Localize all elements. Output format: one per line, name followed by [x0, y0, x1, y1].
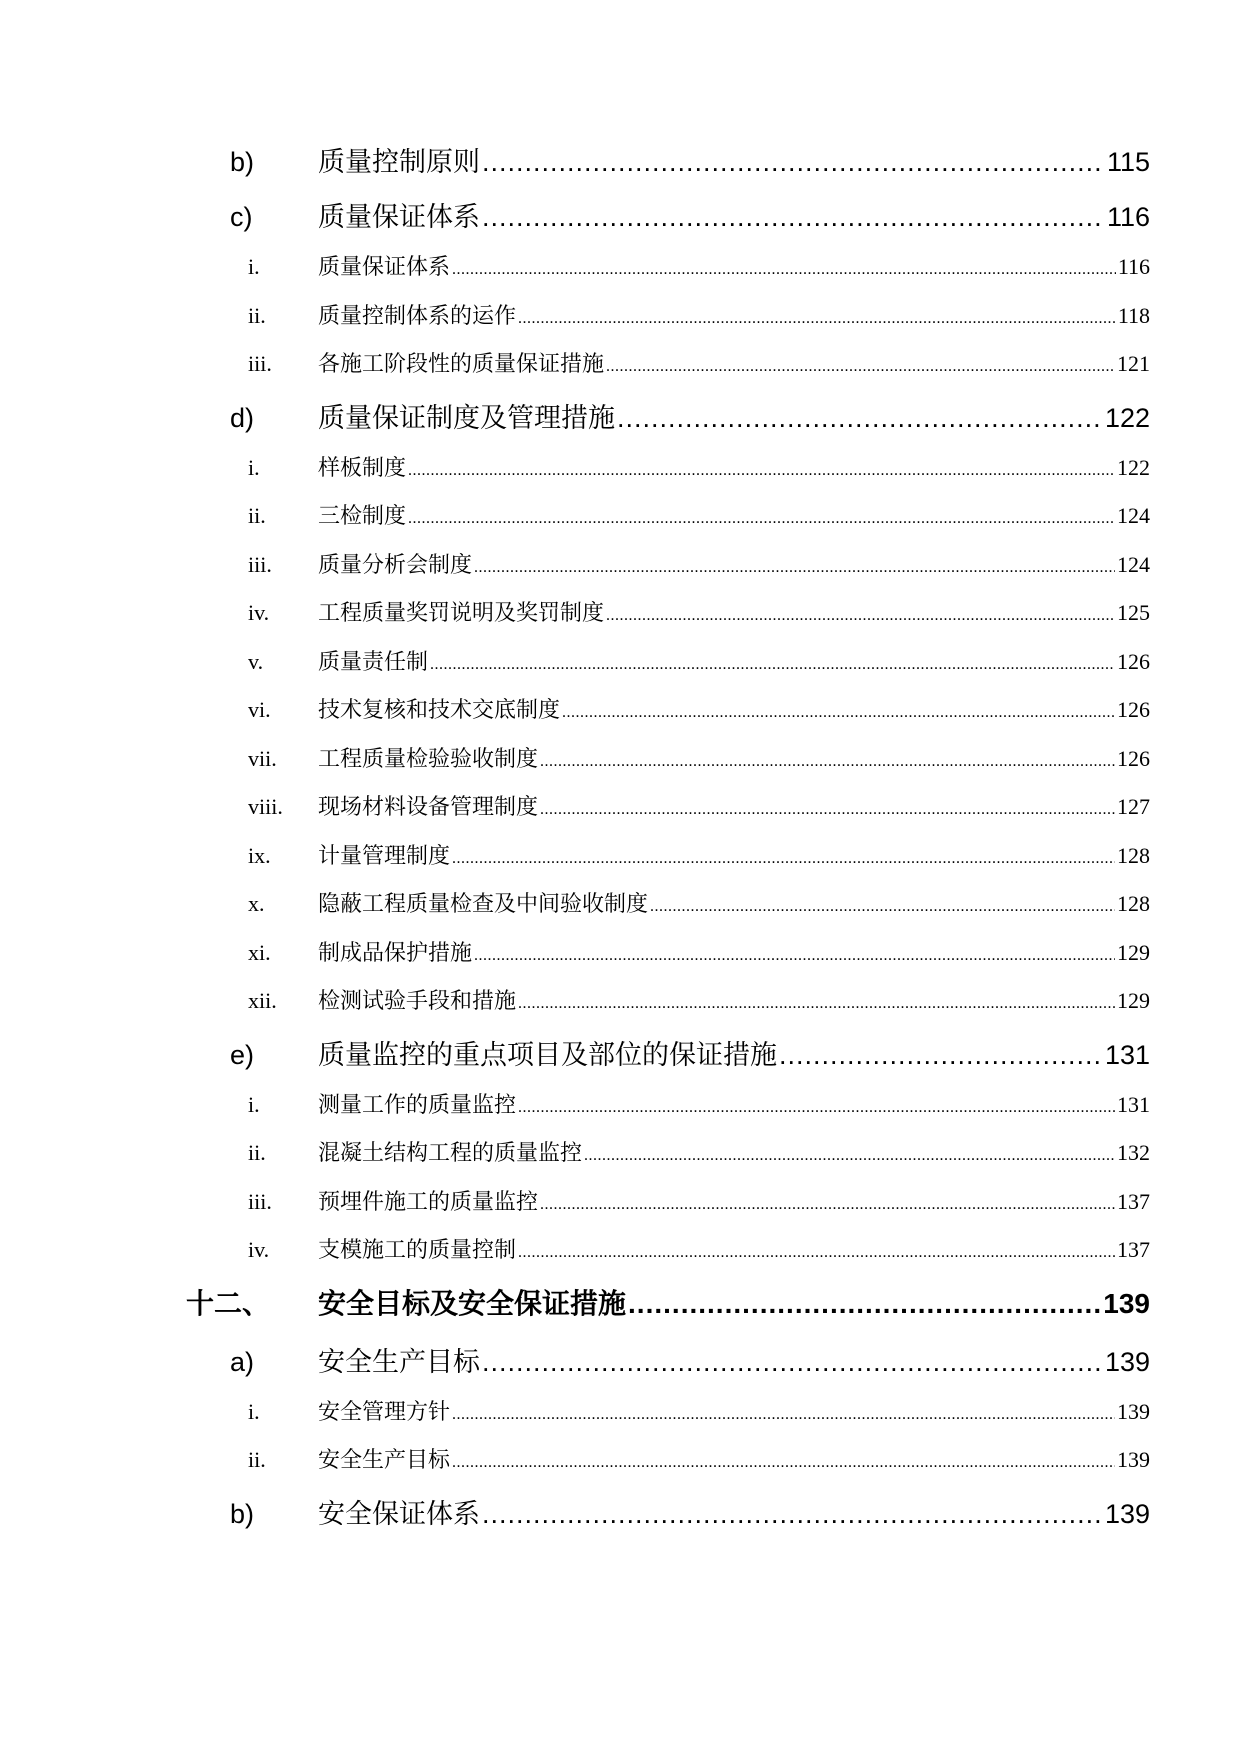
dot-leader — [452, 850, 1115, 868]
toc-entry-page: 139 — [1103, 1287, 1150, 1319]
dot-leader — [617, 403, 1103, 434]
toc-entry-page: 125 — [1117, 600, 1150, 625]
toc-entry[interactable] — [0, 499, 1241, 548]
dot-leader — [628, 1288, 1101, 1320]
dot-leader — [430, 656, 1115, 674]
toc-entry[interactable] — [0, 645, 1241, 694]
toc-entry-title: 质量控制原则 — [318, 147, 480, 177]
toc-entry-title: 预埋件施工的质量监控 — [318, 1188, 539, 1214]
toc-entry-page: 131 — [1104, 1039, 1150, 1070]
toc-entry-page: 137 — [1117, 1237, 1150, 1262]
toc-entry-number: vi. — [248, 697, 271, 722]
dot-leader — [482, 1499, 1103, 1530]
dot-leader — [540, 1196, 1115, 1214]
toc-entry[interactable] — [0, 1492, 1241, 1547]
toc-entry-number: vii. — [248, 745, 277, 771]
toc-entry-title: 安全生产目标 — [318, 1447, 451, 1472]
toc-entry[interactable] — [0, 984, 1241, 1033]
toc-entry-number: ii. — [248, 1140, 266, 1165]
toc-entry-page: 126 — [1117, 648, 1150, 674]
table-of-contents — [0, 140, 1241, 1547]
toc-entry-page: 139 — [1104, 1498, 1150, 1529]
toc-entry-number: iv. — [248, 1237, 270, 1262]
dot-leader — [408, 462, 1115, 480]
toc-entry-number: iii. — [248, 351, 272, 376]
toc-entry-title: 安全保证体系 — [318, 1498, 480, 1529]
dot-leader — [606, 607, 1115, 625]
toc-entry-page: 121 — [1117, 351, 1150, 376]
dot-leader — [408, 510, 1115, 528]
toc-entry-number: d) — [230, 402, 255, 433]
toc-entry-number: x. — [248, 891, 265, 916]
toc-entry-title: 质量控制体系的运作 — [318, 302, 517, 328]
toc-entry-number: xii. — [248, 988, 277, 1013]
toc-entry-title: 质量保证体系 — [318, 202, 480, 232]
toc-entry-title: 安全管理方针 — [318, 1398, 451, 1424]
toc-entry-title: 安全目标及安全保证措施 — [318, 1287, 627, 1319]
toc-entry-number: i. — [248, 254, 260, 279]
toc-entry-number: e) — [230, 1039, 255, 1070]
toc-entry-title: 质量保证体系 — [318, 254, 451, 279]
toc-entry-number: iv. — [248, 600, 270, 625]
toc-entry-page: 115 — [1106, 147, 1150, 177]
toc-entry-title: 安全生产目标 — [318, 1346, 480, 1377]
dot-leader — [482, 1347, 1103, 1378]
toc-entry-title: 混凝土结构工程的质量监控 — [318, 1140, 583, 1165]
toc-entry-page: 128 — [1117, 842, 1150, 868]
toc-entry-title: 质量责任制 — [318, 648, 429, 674]
toc-entry-page: 127 — [1117, 794, 1150, 819]
toc-entry-page: 132 — [1117, 1140, 1150, 1165]
dot-leader — [606, 358, 1115, 376]
toc-entry-number: iii. — [248, 1188, 272, 1214]
toc-entry[interactable] — [0, 596, 1241, 645]
toc-entry-title: 样板制度 — [318, 454, 407, 480]
toc-entry[interactable] — [0, 1443, 1241, 1492]
toc-entry-page: 126 — [1117, 697, 1150, 722]
dot-leader — [540, 753, 1115, 771]
toc-entry[interactable] — [0, 250, 1241, 299]
toc-entry[interactable] — [0, 140, 1241, 195]
toc-entry[interactable] — [0, 1136, 1241, 1185]
toc-entry-title: 隐蔽工程质量检查及中间验收制度 — [318, 891, 649, 916]
dot-leader — [779, 1040, 1103, 1071]
toc-entry-page: 139 — [1117, 1447, 1150, 1472]
dot-leader — [584, 1147, 1115, 1165]
toc-entry[interactable] — [0, 1340, 1241, 1395]
toc-entry-number: 十二、 — [186, 1287, 271, 1319]
toc-entry-title: 现场材料设备管理制度 — [318, 794, 539, 819]
toc-entry[interactable] — [0, 1033, 1241, 1088]
toc-entry[interactable] — [0, 1233, 1241, 1282]
toc-entry[interactable] — [0, 299, 1241, 348]
toc-entry-page: 116 — [1106, 202, 1150, 232]
toc-entry-title: 技术复核和技术交底制度 — [318, 697, 561, 722]
toc-entry-title: 三检制度 — [318, 503, 407, 528]
toc-entry-page: 126 — [1117, 745, 1150, 771]
toc-entry[interactable] — [0, 548, 1241, 597]
toc-entry[interactable] — [0, 451, 1241, 500]
toc-entry[interactable] — [0, 347, 1241, 396]
toc-entry-number: i. — [248, 1091, 260, 1117]
toc-entry-number: viii. — [248, 794, 283, 819]
toc-entry[interactable] — [0, 1282, 1241, 1340]
toc-entry-page: 128 — [1117, 891, 1150, 916]
toc-entry[interactable] — [0, 887, 1241, 936]
dot-leader — [518, 1099, 1115, 1117]
toc-entry-page: 122 — [1117, 454, 1150, 480]
toc-entry[interactable] — [0, 1088, 1241, 1137]
toc-entry-page: 139 — [1104, 1346, 1150, 1377]
dot-leader — [452, 261, 1116, 279]
toc-entry[interactable] — [0, 742, 1241, 791]
toc-entry-page: 124 — [1117, 503, 1150, 528]
toc-entry-number: ii. — [248, 503, 266, 528]
dot-leader — [474, 947, 1115, 965]
toc-entry[interactable] — [0, 790, 1241, 839]
dot-leader — [482, 147, 1105, 178]
toc-entry-title: 工程质量检验验收制度 — [318, 745, 539, 771]
toc-entry-page: 139 — [1117, 1398, 1150, 1424]
toc-entry-number: c) — [230, 202, 253, 232]
toc-entry-page: 116 — [1117, 254, 1150, 279]
toc-entry-page: 137 — [1117, 1188, 1150, 1214]
toc-entry-title: 质量分析会制度 — [318, 551, 473, 577]
dot-leader — [474, 559, 1115, 577]
toc-entry[interactable] — [0, 396, 1241, 451]
toc-entry-title: 计量管理制度 — [318, 842, 451, 868]
toc-entry-page: 118 — [1117, 302, 1150, 328]
dot-leader — [650, 898, 1115, 916]
toc-entry-title: 支模施工的质量控制 — [318, 1237, 517, 1262]
dot-leader — [452, 1406, 1115, 1424]
toc-entry[interactable] — [0, 1185, 1241, 1234]
toc-entry[interactable] — [0, 1395, 1241, 1444]
toc-entry[interactable] — [0, 693, 1241, 742]
toc-entry-number: xi. — [248, 939, 271, 965]
toc-entry-title: 质量监控的重点项目及部位的保证措施 — [318, 1039, 777, 1070]
toc-entry-number: ii. — [248, 302, 266, 328]
toc-entry-title: 检测试验手段和措施 — [318, 988, 517, 1013]
toc-entry-number: v. — [248, 648, 264, 674]
toc-entry-page: 122 — [1104, 402, 1150, 433]
dot-leader — [518, 310, 1116, 328]
toc-entry-page: 131 — [1117, 1091, 1150, 1117]
toc-entry-title: 测量工作的质量监控 — [318, 1091, 517, 1117]
dot-leader — [562, 704, 1115, 722]
toc-entry-number: i. — [248, 1398, 260, 1424]
toc-entry-title: 工程质量奖罚说明及奖罚制度 — [318, 600, 605, 625]
toc-entry-number: ix. — [248, 842, 271, 868]
toc-entry[interactable] — [0, 195, 1241, 250]
toc-entry-number: iii. — [248, 551, 272, 577]
toc-entry-page: 129 — [1117, 988, 1150, 1013]
toc-entry[interactable] — [0, 839, 1241, 888]
dot-leader — [518, 995, 1115, 1013]
dot-leader — [452, 1454, 1115, 1472]
toc-entry-page: 129 — [1117, 939, 1150, 965]
toc-entry-number: b) — [230, 147, 255, 177]
dot-leader — [518, 1244, 1115, 1262]
toc-entry-title: 各施工阶段性的质量保证措施 — [318, 351, 605, 376]
dot-leader — [482, 202, 1105, 233]
toc-entry[interactable] — [0, 936, 1241, 985]
toc-entry-number: b) — [230, 1498, 255, 1529]
toc-entry-title: 质量保证制度及管理措施 — [318, 402, 615, 433]
toc-entry-number: i. — [248, 454, 260, 480]
dot-leader — [540, 801, 1115, 819]
toc-entry-title: 制成品保护措施 — [318, 939, 473, 965]
toc-entry-page: 124 — [1117, 551, 1150, 577]
toc-entry-number: a) — [230, 1346, 255, 1377]
toc-entry-number: ii. — [248, 1447, 266, 1472]
